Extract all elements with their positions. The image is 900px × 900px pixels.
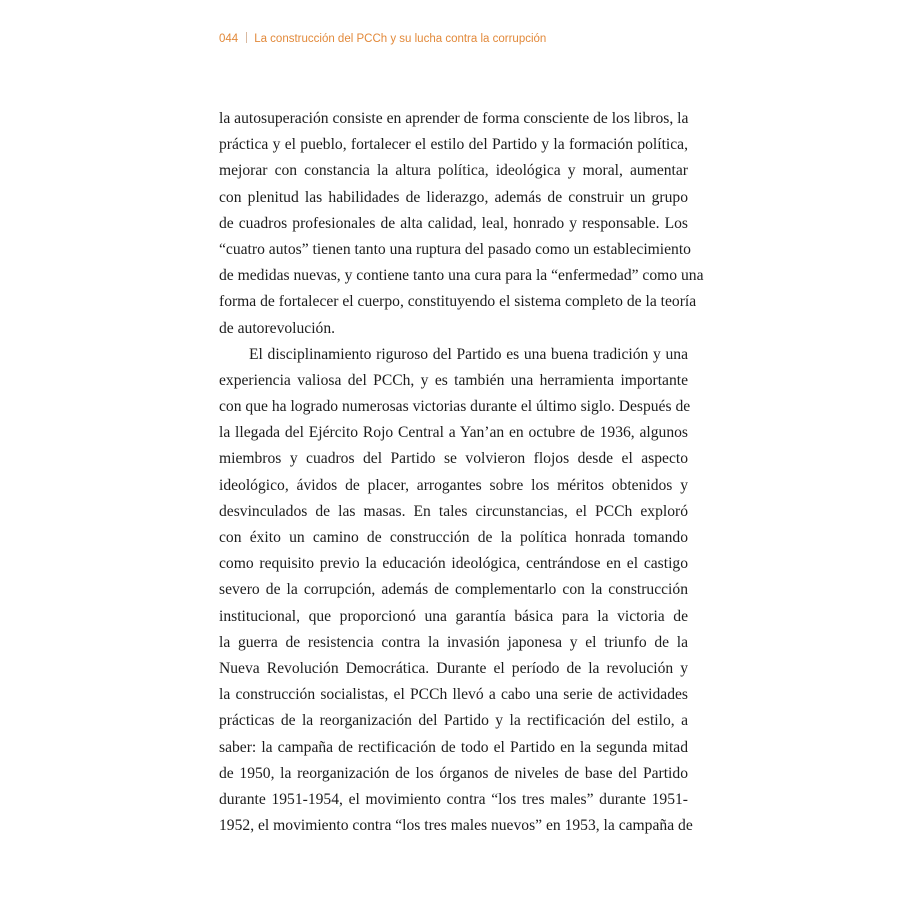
running-title: La construcción del PCCh y su lucha contra la corrupción bbox=[254, 33, 547, 45]
paragraph-1-line-6: “cuatro autos” tienen tanto una ruptura del pasado como un establecimiento bbox=[219, 240, 691, 258]
running-header bbox=[219, 31, 546, 47]
paragraph-2-line-10: severo de la corrupción, además de complementarlo con la construcción bbox=[219, 581, 688, 599]
paragraph-2-line-19: 1952, el movimiento contra “los tres males nuevos” en 1953, la campaña de bbox=[219, 817, 693, 835]
paragraph-2-line-7: desvinculados de las masas. En tales circunstancias, el PCCh exploró bbox=[219, 502, 688, 520]
header-divider bbox=[246, 32, 247, 43]
paragraph-1-line-4: con plenitud las habilidades de liderazgo, además de construir un grupo bbox=[219, 188, 688, 206]
paragraph-1-line-2: práctica y el pueblo, fortalecer el estilo del Partido y la formación política, bbox=[219, 136, 688, 154]
paragraph-1-line-7: de medidas nuevas, y contiene tanto una cura para la “enfermedad” como una bbox=[219, 267, 704, 285]
paragraph-2-line-12: la guerra de resistencia contra la invasión japonesa y el triunfo de la bbox=[219, 633, 688, 651]
paragraph-2-line-6: ideológico, ávidos de placer, arrogantes sobre los méritos obtenidos y bbox=[219, 476, 688, 494]
paragraph-2-line-13: Nueva Revolución Democrática. Durante el período de la revolución y bbox=[219, 659, 688, 677]
paragraph-2-line-14: la construcción socialistas, el PCCh llevó a cabo una serie de actividades bbox=[219, 686, 688, 704]
paragraph-2-line-18: durante 1951-1954, el movimiento contra “los tres males” durante 1951- bbox=[219, 790, 688, 808]
paragraph-2-line-5: miembros y cuadros del Partido se volvieron flojos desde el aspecto bbox=[219, 450, 688, 468]
paragraph-2-line-2: experiencia valiosa del PCCh, y es también una herramienta importante bbox=[219, 371, 688, 389]
paragraph-2-line-4: la llegada del Ejército Rojo Central a Yan’an en octubre de 1936, algunos bbox=[219, 424, 688, 442]
paragraph-2-line-15: prácticas de la reorganización del Partido y la rectificación del estilo, a bbox=[219, 712, 688, 730]
paragraph-1-line-5: de cuadros profesionales de alta calidad, leal, honrado y responsable. Los bbox=[219, 214, 688, 232]
paragraph-1-line-8: forma de fortalecer el cuerpo, constituyendo el sistema completo de la teoría bbox=[219, 293, 697, 311]
paragraph-1-line-9: de autorevolución. bbox=[219, 319, 336, 337]
paragraph-1-line-3: mejorar con constancia la altura política, ideológica y moral, aumentar bbox=[219, 162, 688, 180]
body-text bbox=[219, 106, 704, 839]
paragraph-2-line-16: saber: la campaña de rectificación de todo el Partido en la segunda mitad bbox=[219, 738, 688, 756]
paragraph-1-line-1: la autosuperación consiste en aprender de forma consciente de los libros, la bbox=[219, 110, 689, 127]
paragraph-2-line-9: como requisito previo la educación ideológica, centrándose en el castigo bbox=[219, 555, 688, 573]
paragraph-2-line-8: con éxito un camino de construcción de la política honrada tomando bbox=[219, 529, 688, 546]
paragraph-2-line-1: El disciplinamiento riguroso del Partido es una buena tradición y una bbox=[249, 345, 688, 363]
paragraph-2-line-11: institucional, que proporcionó una garantía básica para la victoria de bbox=[219, 607, 688, 625]
page-number: 044 bbox=[219, 33, 239, 45]
paragraph-2-line-17: de 1950, la reorganización de los órganos de niveles de base del Partido bbox=[219, 764, 688, 782]
paragraph-2-line-3: con que ha logrado numerosas victorias durante el último siglo. Después de bbox=[219, 398, 691, 416]
